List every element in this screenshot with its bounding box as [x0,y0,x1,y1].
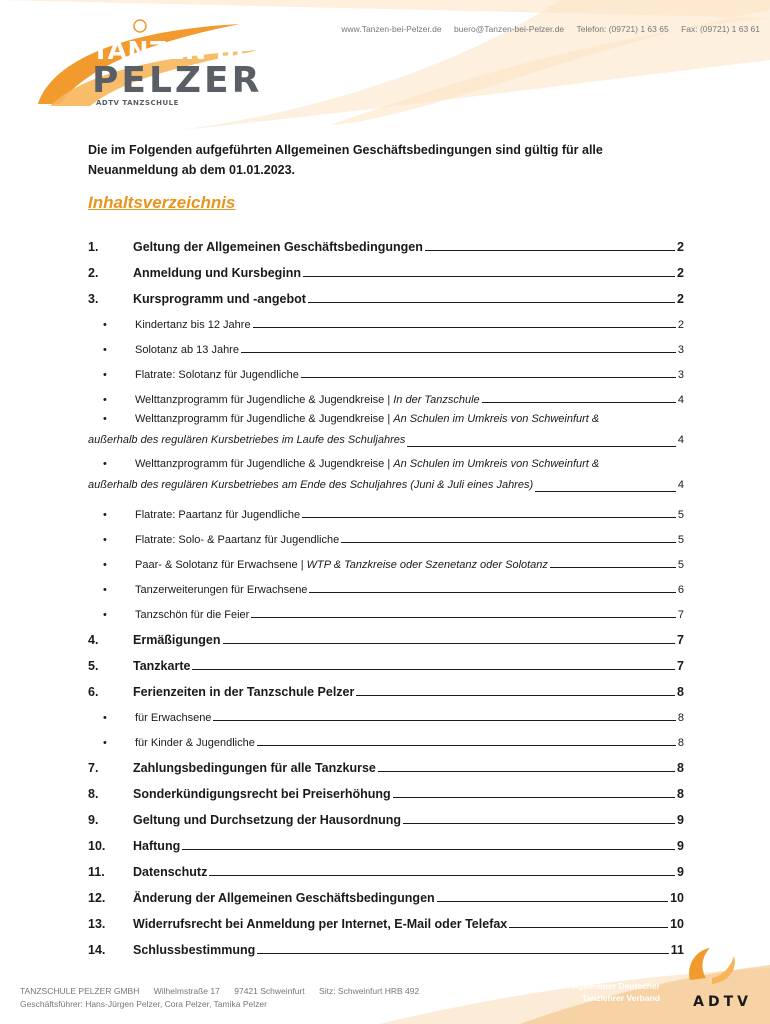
toc-entry-title-text: Welttanzprogramm für Jugendliche & Jugendkreise | [135,394,394,406]
toc-entry-title-text: für Kinder & Jugendliche [135,737,255,749]
bullet-glyph: • [103,509,107,521]
toc-entry-title [133,943,255,957]
toc-entry-number: 2. [88,266,99,280]
toc-entry-title-text: Flatrate: Solo- & Paartanz für Jugendliche [135,534,340,546]
toc-entry-title [135,534,339,546]
adtv-logo [560,940,760,1020]
adtv-dancer-icon [682,940,742,992]
toc-page-number: 2 [677,319,684,331]
toc-page-number: 7 [677,659,684,673]
toc-entry[interactable] [88,853,684,879]
toc-entry-title-text: Sonderkündigungsrecht bei Preiserhöhung [133,787,391,801]
toc-page-number: 9 [677,813,684,827]
bullet-glyph: • [103,534,107,546]
toc-page-number: 8 [677,685,684,699]
bullet-glyph: • [103,319,107,331]
toc-leader [482,402,676,403]
toc-entry-number: 4. [88,633,99,647]
toc-entry[interactable] [88,905,684,931]
toc-page-number: 7 [677,609,684,621]
toc-entry-title [135,394,480,406]
toc-entry[interactable] [88,254,684,280]
toc-entry-title [135,319,251,331]
toc-entry-number: 6. [88,685,99,699]
toc-subentry[interactable] [88,406,684,451]
toc-title: Inhaltsverzeichnis [88,193,236,212]
toc-entry-title-text: Haftung [133,839,181,853]
toc-entry-title-text: Flatrate: Solotanz für Jugendliche [135,369,299,381]
toc-entry-title [133,633,221,647]
footer-register: Sitz: Schweinfurt HRB 492 [319,986,420,996]
toc-entry-title [135,737,255,749]
toc-entry[interactable] [88,775,684,801]
toc-entry-title [133,839,180,853]
toc-entry-number: 14. [88,943,106,957]
toc-page-number: 10 [670,917,684,931]
toc-subentry[interactable] [88,331,684,356]
toc-entry-title-italic: WTP & Tanzkreise oder Szenetanz oder Solotanz [306,559,548,571]
toc-entry-number: 11. [88,865,105,879]
toc-leader [209,875,675,876]
bullet-glyph: • [103,413,107,425]
adtv-line1: Allgemeiner Deutscher [567,981,660,991]
toc-page-number: 4 [677,394,684,406]
toc-entry-title: Welttanzprogramm für Jugendliche & Jugendkreise | [135,458,394,470]
toc-leader [303,276,675,277]
adtv-abbreviation: ADTV [693,994,752,1010]
toc-subentry[interactable] [88,496,684,521]
toc-entry-title [135,559,548,571]
bullet-glyph: • [103,737,107,749]
toc-entry-title [133,787,391,801]
toc-entry-title-text: Ermäßigungen [133,633,221,647]
toc-entry-title [135,584,307,596]
toc-leader [509,927,668,928]
toc-leader [308,302,675,303]
toc-leader [550,567,676,568]
toc-leader [535,491,676,492]
toc-leader [257,745,676,746]
toc-subentry[interactable] [88,381,684,406]
toc-leader [302,517,676,518]
phone-number: Telefon: (09721) 1 63 65 [576,24,669,34]
footer-city: 97421 Schweinfurt [234,986,305,996]
toc-leader [213,720,675,721]
toc-entry-title [133,865,207,879]
intro-paragraph: Die im Folgenden aufgeführten Allgemeinen Geschäftsbedingungen sind gültig für alle Neuanmeldung ab dem 01.01.2023. [88,143,603,177]
toc-page-number: 3 [677,344,684,356]
toc-entry-title [133,813,401,827]
toc-entry-number: 8. [88,787,99,801]
toc-entry-title-text: für Erwachsene [135,712,212,724]
toc-entry-title-text: Schlussbestimmung [133,943,256,957]
toc-page-number: 9 [677,865,684,879]
toc-entry-title-text: Änderung der Allgemeinen Geschäftsbedingungen [133,891,435,905]
toc-entry[interactable] [88,749,684,775]
toc-entry-title-text: Tanzerweiterungen für Erwachsene [135,584,308,596]
toc-leader [223,643,676,644]
bullet-glyph: • [103,559,107,571]
toc-entry-title [133,891,435,905]
toc-subentry[interactable] [88,571,684,596]
toc-entry-title [135,712,211,724]
fax-number: Fax: (09721) 1 63 61 [681,24,760,34]
table-of-contents [88,228,684,957]
toc-subentry[interactable] [88,356,684,381]
toc-leader [393,797,675,798]
logo-subtitle: ADTV TANZSCHULE [96,99,179,107]
bullet-glyph: • [103,394,107,406]
toc-page-number: 6 [677,584,684,596]
toc-subentry[interactable] [88,546,684,571]
toc-page-number: 9 [677,839,684,853]
toc-entry-title [135,609,249,621]
toc-leader [425,250,675,251]
toc-page-number: 8 [677,787,684,801]
toc-page-number: 2 [677,266,684,280]
toc-entry-title [133,917,507,931]
footer-street: Wilhelmstraße 17 [153,986,220,996]
adtv-association-name [567,980,660,1004]
toc-page-number: 2 [677,240,684,254]
toc-entry-number: 10. [88,839,106,853]
toc-page-number: 8 [677,737,684,749]
toc-entry-title [135,509,300,521]
toc-leader [192,669,675,670]
toc-page-number: 8 [677,712,684,724]
toc-leader [356,695,675,696]
email-link[interactable]: buero@Tanzen-bei-Pelzer.de [453,24,565,34]
toc-page-number: 5 [677,559,684,571]
toc-entry[interactable] [88,673,684,699]
logo-line1: TANZEN BEI [92,36,263,65]
bullet-glyph: • [103,344,107,356]
toc-entry-number: 5. [88,659,99,673]
toc-entry-title [133,761,376,775]
toc-entry[interactable] [88,280,684,306]
toc-leader [182,849,675,850]
toc-entry-title-italic: In der Tanzschule [393,394,480,406]
toc-entry-number: 3. [88,292,99,306]
toc-entry-title: Welttanzprogramm für Jugendliche & Jugendkreise | [135,413,394,425]
toc-leader [251,617,676,618]
toc-subentry[interactable] [88,699,684,724]
toc-entry-title-text: Datenschutz [133,865,208,879]
toc-entry-number: 13. [88,917,106,931]
toc-entry-title-text: Solotanz ab 13 Jahre [135,344,239,356]
toc-entry-title-text: Geltung und Durchsetzung der Hausordnung [133,813,402,827]
toc-leader [437,901,668,902]
toc-entry-number: 7. [88,761,99,775]
toc-entry-title-continued: außerhalb des regulären Kursbetriebes am Ende des Schuljahres (Juni & Juli eines Jahres) [88,479,534,491]
bullet-glyph: • [103,609,107,621]
toc-entry-title-text: Widerrufsrecht bei Anmeldung per Internet, E-Mail oder Telefax [133,917,508,931]
bullet-glyph: • [103,458,107,470]
toc-entry-title-text: Kursprogramm und -angebot [133,292,306,306]
toc-entry-title-italic: An Schulen im Umkreis von Schweinfurt & [393,458,600,470]
header-contact [331,24,760,34]
toc-entry[interactable] [88,879,684,905]
toc-page-number: 5 [677,509,684,521]
bullet-glyph: • [103,584,107,596]
toc-leader [301,377,676,378]
toc-page-number: 2 [677,292,684,306]
toc-page-number: 11 [670,943,684,957]
toc-entry-title [133,659,190,673]
toc-entry-title-text: Paar- & Solotanz für Erwachsene | [135,559,307,571]
toc-page-number: 7 [677,633,684,647]
website-link[interactable]: www.Tanzen-bei-Pelzer.de [341,24,442,34]
toc-entry-title [133,292,306,306]
toc-entry[interactable] [88,801,684,827]
toc-entry-title-text: Zahlungsbedingungen für alle Tanzkurse [133,761,376,775]
toc-entry[interactable] [88,228,684,254]
toc-subentry[interactable] [88,724,684,749]
toc-entry-title [133,240,423,254]
bullet-glyph: • [103,712,107,724]
toc-page-number: 4 [677,434,684,446]
toc-entry[interactable] [88,827,684,853]
toc-leader [403,823,675,824]
toc-entry-number: 1. [88,240,99,254]
toc-leader [407,446,676,447]
toc-page-number: 5 [677,534,684,546]
toc-subentry[interactable] [88,451,684,496]
toc-entry-title-text: Geltung der Allgemeinen Geschäftsbedingungen [133,240,423,254]
footer-company: TANZSCHULE PELZER GMBH [20,986,140,996]
toc-entry-number: 12. [88,891,106,905]
logo-line2: PELZER [92,60,263,101]
toc-leader [309,592,675,593]
toc-subentry[interactable] [88,596,684,621]
toc-subentry[interactable] [88,521,684,546]
toc-page-number: 4 [677,479,684,491]
toc-leader [241,352,676,353]
toc-entry-title [133,266,301,280]
toc-page-number: 10 [670,891,684,905]
toc-leader [253,327,676,328]
toc-entry-title-text: Tanzschön für die Feier [135,609,250,621]
toc-entry-title [133,685,354,699]
footer-address [20,985,419,1011]
toc-entry-title-text: Tanzkarte [133,659,191,673]
toc-entry[interactable] [88,647,684,673]
toc-entry-title-text: Flatrate: Paartanz für Jugendliche [135,509,301,521]
toc-entry-number: 9. [88,813,99,827]
adtv-line2: Tanzlehrer Verband [581,993,660,1003]
toc-leader [341,542,676,543]
toc-entry-title-italic: An Schulen im Umkreis von Schweinfurt & [393,413,600,425]
company-logo [30,16,290,111]
footer-managers: Geschäftsführer: Hans-Jürgen Pelzer, Cora Pelzer, Tamika Pelzer [20,999,267,1009]
toc-leader [378,771,675,772]
bullet-glyph: • [103,369,107,381]
toc-entry-title-text: Anmeldung und Kursbeginn [133,266,302,280]
toc-entry-title-text: Kindertanz bis 12 Jahre [135,319,251,331]
toc-page-number: 3 [677,369,684,381]
toc-entry[interactable] [88,621,684,647]
toc-entry-title-text: Ferienzeiten in der Tanzschule Pelzer [133,685,355,699]
toc-subentry[interactable] [88,306,684,331]
toc-entry-title [135,369,299,381]
toc-page-number: 8 [677,761,684,775]
toc-entry-title [135,344,239,356]
toc-entry-title-continued: außerhalb des regulären Kursbetriebes im Laufe des Schuljahres [88,434,406,446]
